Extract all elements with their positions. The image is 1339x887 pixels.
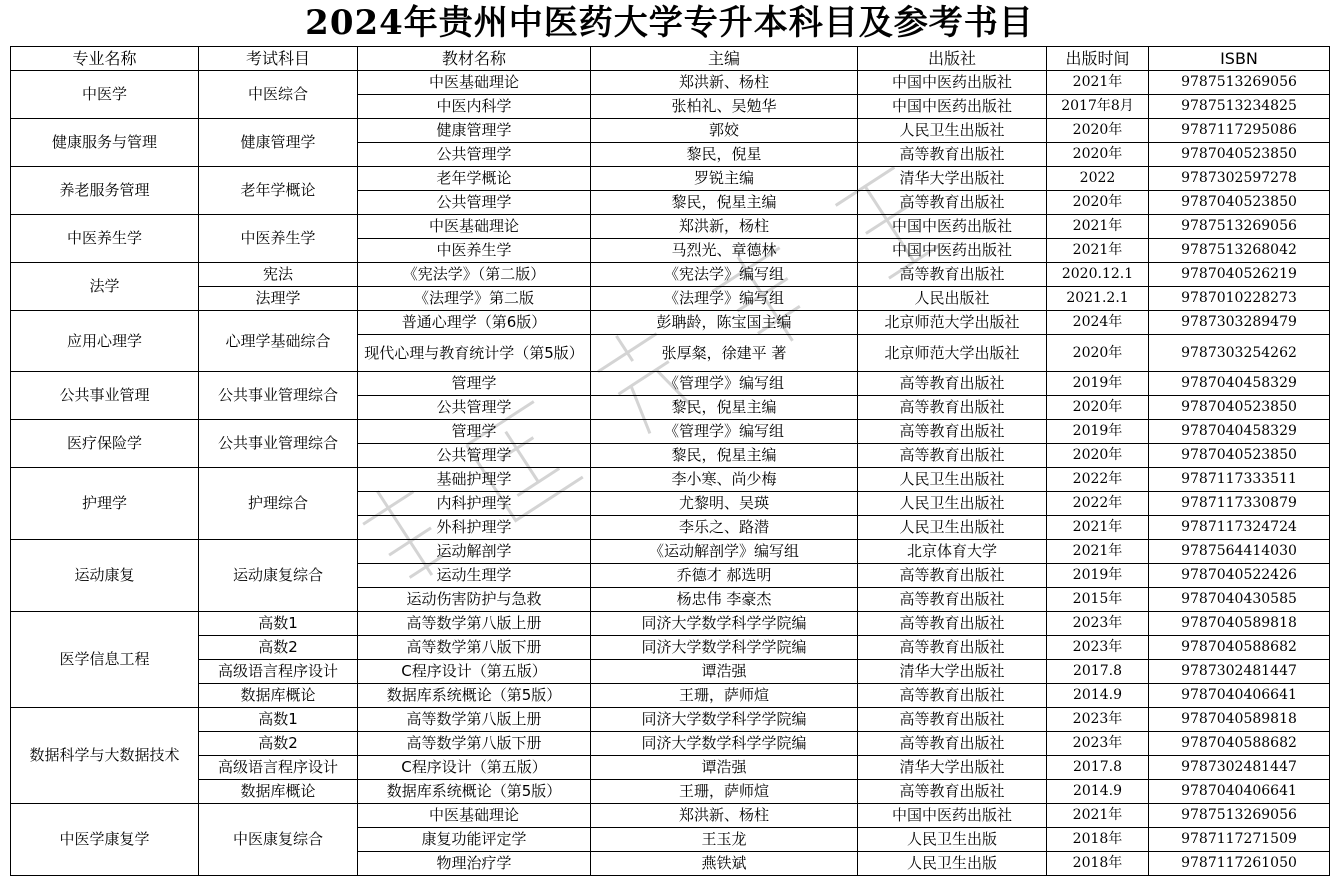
publish-date-cell: 2022 bbox=[1047, 167, 1149, 191]
major-name-cell: 养老服务管理 bbox=[11, 167, 199, 215]
subject-name-cell: 心理学基础综合 bbox=[199, 311, 358, 372]
textbook-title-cell: 物理治疗学 bbox=[358, 852, 591, 876]
publish-date-cell: 2022年 bbox=[1047, 492, 1149, 516]
publish-date-cell: 2021年 bbox=[1047, 540, 1149, 564]
major-name-cell: 健康服务与管理 bbox=[11, 119, 199, 167]
subject-name-cell: 中医综合 bbox=[199, 71, 358, 119]
isbn-cell: 9787040406641 bbox=[1149, 684, 1330, 708]
publish-date-cell: 2018年 bbox=[1047, 828, 1149, 852]
publish-date-cell: 2024年 bbox=[1047, 311, 1149, 335]
publisher-cell: 高等教育出版社 bbox=[858, 420, 1047, 444]
publisher-cell: 人民卫生出版社 bbox=[858, 516, 1047, 540]
textbook-title-cell: 管理学 bbox=[358, 372, 591, 396]
editor-cell: 燕铁斌 bbox=[591, 852, 858, 876]
textbook-title-cell: 基础护理学 bbox=[358, 468, 591, 492]
publisher-cell: 人民卫生出版 bbox=[858, 828, 1047, 852]
subject-name-cell: 公共事业管理综合 bbox=[199, 420, 358, 468]
publisher-cell: 高等教育出版社 bbox=[858, 444, 1047, 468]
textbook-title-cell: 高等数学第八版下册 bbox=[358, 732, 591, 756]
textbook-title-cell: 数据库系统概论（第5版） bbox=[358, 780, 591, 804]
textbook-title-cell: 内科护理学 bbox=[358, 492, 591, 516]
publisher-cell: 清华大学出版社 bbox=[858, 167, 1047, 191]
textbook-title-cell: 现代心理与教育统计学（第5版） bbox=[358, 335, 591, 372]
table-row bbox=[11, 612, 1330, 636]
publisher-cell: 人民出版社 bbox=[858, 287, 1047, 311]
publish-date-cell: 2022年 bbox=[1047, 468, 1149, 492]
publish-date-cell: 2021年 bbox=[1047, 71, 1149, 95]
publisher-cell: 清华大学出版社 bbox=[858, 660, 1047, 684]
textbook-title-cell: 中医基础理论 bbox=[358, 71, 591, 95]
editor-cell: 黎民，倪星主编 bbox=[591, 396, 858, 420]
publisher-cell: 高等教育出版社 bbox=[858, 564, 1047, 588]
textbook-title-cell: 康复功能评定学 bbox=[358, 828, 591, 852]
textbook-title-cell: 运动生理学 bbox=[358, 564, 591, 588]
textbook-title-cell: 公共管理学 bbox=[358, 191, 591, 215]
header-editor: 主编 bbox=[591, 47, 858, 71]
header-isbn: ISBN bbox=[1149, 47, 1330, 71]
subject-name-cell: 高级语言程序设计 bbox=[199, 660, 358, 684]
isbn-cell: 9787040589818 bbox=[1149, 612, 1330, 636]
editor-cell: 黎民，倪星主编 bbox=[591, 191, 858, 215]
subject-name-cell: 中医养生学 bbox=[199, 215, 358, 263]
isbn-cell: 9787040458329 bbox=[1149, 372, 1330, 396]
isbn-cell: 9787303289479 bbox=[1149, 311, 1330, 335]
isbn-cell: 9787040588682 bbox=[1149, 732, 1330, 756]
isbn-cell: 9787513234825 bbox=[1149, 95, 1330, 119]
isbn-cell: 9787513269056 bbox=[1149, 215, 1330, 239]
textbook-title-cell: 运动解剖学 bbox=[358, 540, 591, 564]
textbook-title-cell: 《法理学》第二版 bbox=[358, 287, 591, 311]
textbook-title-cell: 管理学 bbox=[358, 420, 591, 444]
major-name-cell: 中医学康复学 bbox=[11, 804, 199, 876]
isbn-cell: 9787040406641 bbox=[1149, 780, 1330, 804]
textbook-title-cell: 外科护理学 bbox=[358, 516, 591, 540]
major-name-cell: 应用心理学 bbox=[11, 311, 199, 372]
editor-cell: 同济大学数学科学学院编 bbox=[591, 732, 858, 756]
reference-books-table bbox=[10, 46, 1330, 876]
editor-cell: 李乐之、路潜 bbox=[591, 516, 858, 540]
subject-name-cell: 健康管理学 bbox=[199, 119, 358, 167]
header-publisher: 出版社 bbox=[858, 47, 1047, 71]
publish-date-cell: 2023年 bbox=[1047, 636, 1149, 660]
table-row bbox=[11, 71, 1330, 95]
publisher-cell: 中国中医药出版社 bbox=[858, 804, 1047, 828]
textbook-title-cell: C程序设计（第五版） bbox=[358, 756, 591, 780]
publisher-cell: 清华大学出版社 bbox=[858, 756, 1047, 780]
isbn-cell: 9787303254262 bbox=[1149, 335, 1330, 372]
header-publish-date: 出版时间 bbox=[1047, 47, 1149, 71]
header-subject: 考试科目 bbox=[199, 47, 358, 71]
editor-cell: 《法理学》编写组 bbox=[591, 287, 858, 311]
publish-date-cell: 2023年 bbox=[1047, 708, 1149, 732]
publish-date-cell: 2019年 bbox=[1047, 564, 1149, 588]
editor-cell: 《宪法学》编写组 bbox=[591, 263, 858, 287]
table-row bbox=[11, 540, 1330, 564]
textbook-title-cell: 高等数学第八版上册 bbox=[358, 612, 591, 636]
publish-date-cell: 2014.9 bbox=[1047, 780, 1149, 804]
publisher-cell: 高等教育出版社 bbox=[858, 636, 1047, 660]
isbn-cell: 9787513269056 bbox=[1149, 71, 1330, 95]
textbook-title-cell: 运动伤害防护与急救 bbox=[358, 588, 591, 612]
subject-name-cell: 高数1 bbox=[199, 612, 358, 636]
editor-cell: 杨忠伟 李豪杰 bbox=[591, 588, 858, 612]
table-row bbox=[11, 660, 1330, 684]
editor-cell: 黎民，倪星 bbox=[591, 143, 858, 167]
publish-date-cell: 2023年 bbox=[1047, 732, 1149, 756]
textbook-title-cell: 中医养生学 bbox=[358, 239, 591, 263]
publish-date-cell: 2023年 bbox=[1047, 612, 1149, 636]
publish-date-cell: 2020年 bbox=[1047, 335, 1149, 372]
editor-cell: 罗锐主编 bbox=[591, 167, 858, 191]
editor-cell: 谭浩强 bbox=[591, 660, 858, 684]
textbook-title-cell: 高等数学第八版下册 bbox=[358, 636, 591, 660]
editor-cell: 张柏礼、吴勉华 bbox=[591, 95, 858, 119]
publisher-cell: 北京体育大学 bbox=[858, 540, 1047, 564]
isbn-cell: 9787117333511 bbox=[1149, 468, 1330, 492]
textbook-title-cell: 中医基础理论 bbox=[358, 215, 591, 239]
table-row bbox=[11, 287, 1330, 311]
textbook-title-cell: 高等数学第八版上册 bbox=[358, 708, 591, 732]
editor-cell: 谭浩强 bbox=[591, 756, 858, 780]
editor-cell: 马烈光、章德林 bbox=[591, 239, 858, 263]
table-row bbox=[11, 167, 1330, 191]
publish-date-cell: 2017.8 bbox=[1047, 756, 1149, 780]
major-name-cell: 中医学 bbox=[11, 71, 199, 119]
subject-name-cell: 中医康复综合 bbox=[199, 804, 358, 876]
textbook-title-cell: C程序设计（第五版） bbox=[358, 660, 591, 684]
subject-name-cell: 宪法 bbox=[199, 263, 358, 287]
major-name-cell: 法学 bbox=[11, 263, 199, 311]
isbn-cell: 9787040430585 bbox=[1149, 588, 1330, 612]
isbn-cell: 9787117324724 bbox=[1149, 516, 1330, 540]
publisher-cell: 高等教育出版社 bbox=[858, 372, 1047, 396]
publisher-cell: 高等教育出版社 bbox=[858, 684, 1047, 708]
publish-date-cell: 2020年 bbox=[1047, 396, 1149, 420]
publisher-cell: 人民卫生出版社 bbox=[858, 119, 1047, 143]
table-body bbox=[11, 71, 1330, 876]
textbook-title-cell: 公共管理学 bbox=[358, 143, 591, 167]
publish-date-cell: 2021.2.1 bbox=[1047, 287, 1149, 311]
subject-name-cell: 高数2 bbox=[199, 732, 358, 756]
subject-name-cell: 护理综合 bbox=[199, 468, 358, 540]
table-row bbox=[11, 804, 1330, 828]
textbook-title-cell: 数据库系统概论（第5版） bbox=[358, 684, 591, 708]
textbook-title-cell: 公共管理学 bbox=[358, 396, 591, 420]
publisher-cell: 高等教育出版社 bbox=[858, 780, 1047, 804]
major-name-cell: 数据科学与大数据技术 bbox=[11, 708, 199, 804]
editor-cell: 同济大学数学科学学院编 bbox=[591, 708, 858, 732]
subject-name-cell: 高级语言程序设计 bbox=[199, 756, 358, 780]
isbn-cell: 9787302481447 bbox=[1149, 756, 1330, 780]
isbn-cell: 9787040589818 bbox=[1149, 708, 1330, 732]
editor-cell: 彭聃龄，陈宝国主编 bbox=[591, 311, 858, 335]
editor-cell: 《管理学》编写组 bbox=[591, 420, 858, 444]
page-title: 2024年贵州中医药大学专升本科目及参考书目 bbox=[305, 3, 1034, 43]
table-row bbox=[11, 420, 1330, 444]
publish-date-cell: 2019年 bbox=[1047, 372, 1149, 396]
isbn-cell: 9787302597278 bbox=[1149, 167, 1330, 191]
publish-date-cell: 2014.9 bbox=[1047, 684, 1149, 708]
isbn-cell: 9787302481447 bbox=[1149, 660, 1330, 684]
textbook-title-cell: 中医内科学 bbox=[358, 95, 591, 119]
header-major: 专业名称 bbox=[11, 47, 199, 71]
editor-cell: 王珊，萨师煊 bbox=[591, 684, 858, 708]
publisher-cell: 高等教育出版社 bbox=[858, 191, 1047, 215]
table-row bbox=[11, 119, 1330, 143]
editor-cell: 王玉龙 bbox=[591, 828, 858, 852]
isbn-cell: 9787040588682 bbox=[1149, 636, 1330, 660]
editor-cell: 王珊，萨师煊 bbox=[591, 780, 858, 804]
editor-cell: 李小寒、尚少梅 bbox=[591, 468, 858, 492]
isbn-cell: 9787117271509 bbox=[1149, 828, 1330, 852]
table-row bbox=[11, 708, 1330, 732]
subject-name-cell: 数据库概论 bbox=[199, 780, 358, 804]
editor-cell: 张厚粲，徐建平 著 bbox=[591, 335, 858, 372]
major-name-cell: 医学信息工程 bbox=[11, 612, 199, 708]
publish-date-cell: 2017年8月 bbox=[1047, 95, 1149, 119]
publish-date-cell: 2017.8 bbox=[1047, 660, 1149, 684]
isbn-cell: 9787513268042 bbox=[1149, 239, 1330, 263]
editor-cell: 郑洪新、杨柱 bbox=[591, 804, 858, 828]
isbn-cell: 9787040523850 bbox=[1149, 396, 1330, 420]
publisher-cell: 高等教育出版社 bbox=[858, 588, 1047, 612]
publish-date-cell: 2021年 bbox=[1047, 804, 1149, 828]
publish-date-cell: 2019年 bbox=[1047, 420, 1149, 444]
publisher-cell: 高等教育出版社 bbox=[858, 708, 1047, 732]
isbn-cell: 9787040458329 bbox=[1149, 420, 1330, 444]
isbn-cell: 9787117261050 bbox=[1149, 852, 1330, 876]
isbn-cell: 9787040526219 bbox=[1149, 263, 1330, 287]
major-name-cell: 公共事业管理 bbox=[11, 372, 199, 420]
publish-date-cell: 2015年 bbox=[1047, 588, 1149, 612]
table-row bbox=[11, 756, 1330, 780]
publisher-cell: 高等教育出版社 bbox=[858, 612, 1047, 636]
isbn-cell: 9787117295086 bbox=[1149, 119, 1330, 143]
editor-cell: 乔德才 郝选明 bbox=[591, 564, 858, 588]
textbook-title-cell: 《宪法学》（第二版） bbox=[358, 263, 591, 287]
textbook-title-cell: 老年学概论 bbox=[358, 167, 591, 191]
editor-cell: 尤黎明、吴瑛 bbox=[591, 492, 858, 516]
publish-date-cell: 2021年 bbox=[1047, 239, 1149, 263]
major-name-cell: 中医养生学 bbox=[11, 215, 199, 263]
textbook-title-cell: 普通心理学（第6版） bbox=[358, 311, 591, 335]
header-textbook: 教材名称 bbox=[358, 47, 591, 71]
publisher-cell: 人民卫生出版社 bbox=[858, 492, 1047, 516]
publish-date-cell: 2021年 bbox=[1047, 516, 1149, 540]
table-row bbox=[11, 311, 1330, 335]
editor-cell: 郑洪新，杨柱 bbox=[591, 215, 858, 239]
editor-cell: 《运动解剖学》编写组 bbox=[591, 540, 858, 564]
major-name-cell: 医疗保险学 bbox=[11, 420, 199, 468]
editor-cell: 黎民，倪星主编 bbox=[591, 444, 858, 468]
textbook-title-cell: 公共管理学 bbox=[358, 444, 591, 468]
publisher-cell: 中国中医药出版社 bbox=[858, 239, 1047, 263]
subject-name-cell: 法理学 bbox=[199, 287, 358, 311]
table-row bbox=[11, 732, 1330, 756]
major-name-cell: 护理学 bbox=[11, 468, 199, 540]
subject-name-cell: 数据库概论 bbox=[199, 684, 358, 708]
isbn-cell: 9787040523850 bbox=[1149, 191, 1330, 215]
publisher-cell: 高等教育出版社 bbox=[858, 263, 1047, 287]
publisher-cell: 北京师范大学出版社 bbox=[858, 311, 1047, 335]
isbn-cell: 9787513269056 bbox=[1149, 804, 1330, 828]
editor-cell: 同济大学数学科学学院编 bbox=[591, 636, 858, 660]
publish-date-cell: 2020年 bbox=[1047, 191, 1149, 215]
isbn-cell: 9787010228273 bbox=[1149, 287, 1330, 311]
textbook-title-cell: 中医基础理论 bbox=[358, 804, 591, 828]
publish-date-cell: 2021年 bbox=[1047, 215, 1149, 239]
publisher-cell: 高等教育出版社 bbox=[858, 143, 1047, 167]
publisher-cell: 人民卫生出版 bbox=[858, 852, 1047, 876]
editor-cell: 《管理学》编写组 bbox=[591, 372, 858, 396]
table-row bbox=[11, 684, 1330, 708]
table-row bbox=[11, 263, 1330, 287]
publisher-cell: 高等教育出版社 bbox=[858, 396, 1047, 420]
isbn-cell: 9787564414030 bbox=[1149, 540, 1330, 564]
table-row bbox=[11, 215, 1330, 239]
publisher-cell: 中国中医药出版社 bbox=[858, 215, 1047, 239]
publisher-cell: 中国中医药出版社 bbox=[858, 71, 1047, 95]
subject-name-cell: 公共事业管理综合 bbox=[199, 372, 358, 420]
table-row bbox=[11, 372, 1330, 396]
publish-date-cell: 2018年 bbox=[1047, 852, 1149, 876]
isbn-cell: 9787040523850 bbox=[1149, 143, 1330, 167]
textbook-title-cell: 健康管理学 bbox=[358, 119, 591, 143]
header-row bbox=[11, 47, 1330, 71]
subject-name-cell: 老年学概论 bbox=[199, 167, 358, 215]
publish-date-cell: 2020.12.1 bbox=[1047, 263, 1149, 287]
table-row bbox=[11, 636, 1330, 660]
publish-date-cell: 2020年 bbox=[1047, 143, 1149, 167]
editor-cell: 同济大学数学科学学院编 bbox=[591, 612, 858, 636]
publisher-cell: 高等教育出版社 bbox=[858, 732, 1047, 756]
table-row bbox=[11, 780, 1330, 804]
publish-date-cell: 2020年 bbox=[1047, 119, 1149, 143]
editor-cell: 郑洪新、杨柱 bbox=[591, 71, 858, 95]
major-name-cell: 运动康复 bbox=[11, 540, 199, 612]
isbn-cell: 9787040523850 bbox=[1149, 444, 1330, 468]
subject-name-cell: 运动康复综合 bbox=[199, 540, 358, 612]
publish-date-cell: 2020年 bbox=[1047, 444, 1149, 468]
table-row bbox=[11, 468, 1330, 492]
publisher-cell: 中国中医药出版社 bbox=[858, 95, 1047, 119]
isbn-cell: 9787117330879 bbox=[1149, 492, 1330, 516]
isbn-cell: 9787040522426 bbox=[1149, 564, 1330, 588]
subject-name-cell: 高数1 bbox=[199, 708, 358, 732]
publisher-cell: 北京师范大学出版社 bbox=[858, 335, 1047, 372]
subject-name-cell: 高数2 bbox=[199, 636, 358, 660]
editor-cell: 郭姣 bbox=[591, 119, 858, 143]
publisher-cell: 人民卫生出版社 bbox=[858, 468, 1047, 492]
